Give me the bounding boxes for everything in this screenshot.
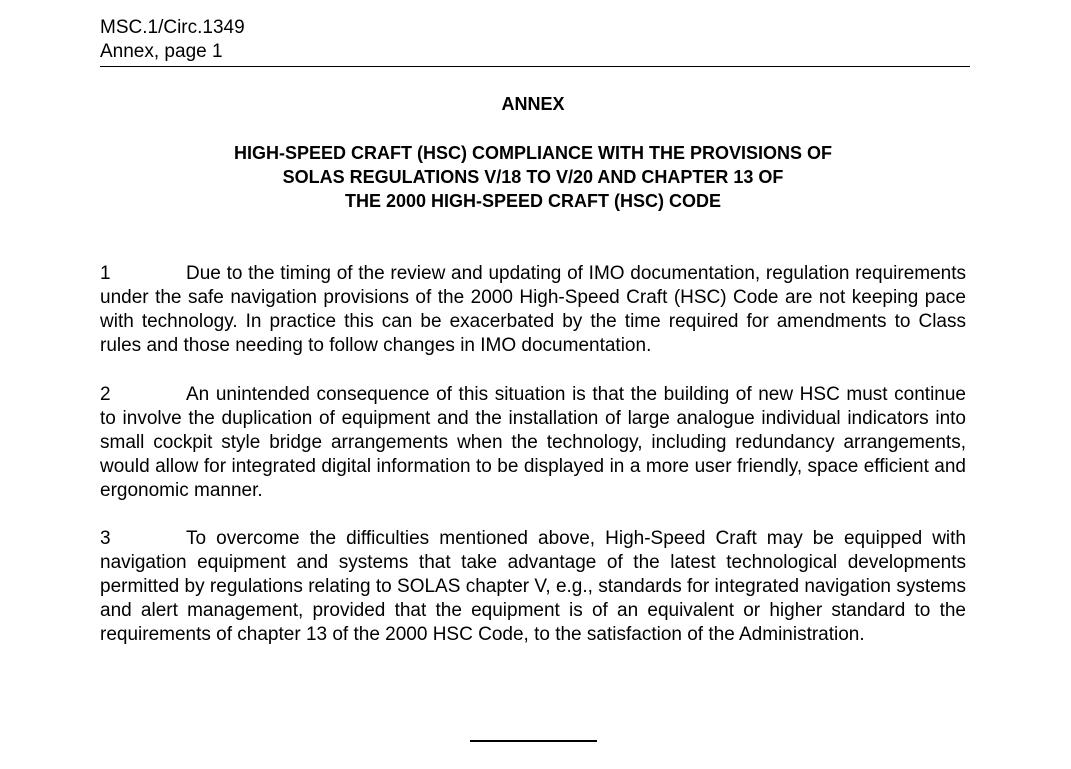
title-line: THE 2000 HIGH-SPEED CRAFT (HSC) CODE (344, 191, 722, 211)
paragraph-number: 1 (100, 263, 111, 284)
page-header (100, 16, 970, 64)
paragraph-number: 3 (100, 528, 111, 549)
paragraph-1 (100, 262, 966, 358)
paragraph-text: Due to the timing of the review and updating of IMO documentation, regulation requirements under the safe navigation provisions of the 2000 High-Speed Craft (HSC) Code are not keeping pace with technology. In practice this can be exacerbated by the time required for amendments to Class rules and those needing to follow changes in IMO documentation. (100, 263, 966, 356)
paragraph-2 (100, 383, 966, 503)
end-of-document-rule (470, 740, 597, 742)
annex-heading: ANNEX (501, 94, 565, 114)
document-reference: MSC.1/Circ.1349 (100, 17, 245, 38)
title-line: HIGH-SPEED CRAFT (HSC) COMPLIANCE WITH THE PROVISIONS OF (233, 143, 832, 163)
paragraph-text: An unintended consequence of this situation is that the building of new HSC must continue to involve the duplication of equipment and the installation of large analogue individual indicators into small cockpit style bridge arrangements when the technology, including redundancy arrangements, would allow for integrated digital information to be displayed in a more user friendly, space efficient and ergonomic manner. (100, 384, 966, 501)
paragraph-number: 2 (100, 384, 111, 405)
paragraph-text: To overcome the difficulties mentioned above, High-Speed Craft may be equipped with navigation equipment and systems that take advantage of the latest technological developments permitted by regulations relating to SOLAS chapter V, e.g., standards for integrated navigation systems and alert management, provided that the equipment is of an equivalent or higher standard to the requirements of chapter 13 of the 2000 HSC Code, to the satisfaction of the Administration. (100, 528, 966, 645)
page-label: Annex, page 1 (100, 41, 223, 62)
document-page (100, 0, 970, 769)
paragraph-3 (100, 527, 966, 647)
title-line: SOLAS REGULATIONS V/18 TO V/20 AND CHAPTER 13 OF (282, 167, 784, 187)
header-divider (100, 66, 970, 67)
document-title (100, 141, 966, 213)
